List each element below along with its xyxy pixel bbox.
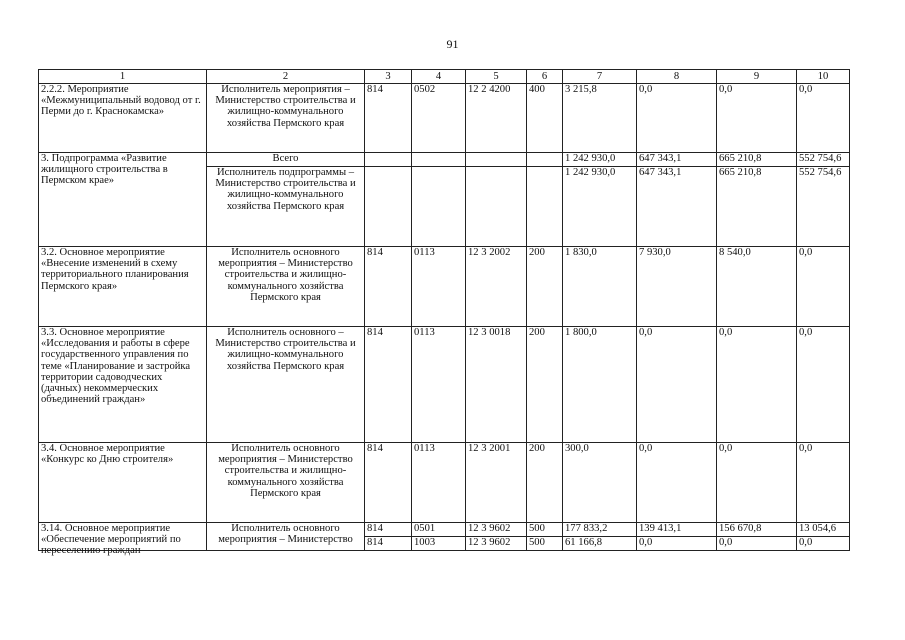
amount-cell: 8 540,0 [717, 247, 797, 327]
target-article-cell [466, 167, 527, 247]
code-cell: 814 [365, 537, 412, 551]
table-row [39, 84, 850, 153]
amount-cell: 0,0 [637, 443, 717, 523]
expense-type-cell: 500 [527, 523, 563, 537]
amount-cell: 0,0 [797, 537, 850, 551]
section-cell: 0113 [412, 443, 466, 523]
amount-cell: 552 754,6 [797, 167, 850, 247]
amount-cell: 0,0 [797, 247, 850, 327]
executor-cell: Исполнитель основного – Министерство строительства и жилищно-коммунального хозяйства Пермского края [207, 327, 365, 443]
amount-cell: 61 166,8 [563, 537, 637, 551]
amount-cell: 0,0 [637, 327, 717, 443]
expense-type-cell [527, 153, 563, 167]
code-cell: 814 [365, 523, 412, 537]
column-header: 8 [637, 70, 717, 84]
executor-text: Исполнитель основного мероприятия – Министерство [218, 523, 353, 546]
amount-cell: 177 833,2 [563, 523, 637, 537]
measure-name-cell: 2.2.2. Мероприятие «Межмуниципальный водовод от г. Перми до г. Краснокамска» [39, 84, 207, 153]
amount-cell: 665 210,8 [717, 153, 797, 167]
column-header: 1 [39, 70, 207, 84]
amount-cell: 139 413,1 [637, 523, 717, 537]
amount-cell: 1 242 930,0 [563, 153, 637, 167]
column-header: 7 [563, 70, 637, 84]
table-row [39, 247, 850, 327]
amount-cell: 0,0 [717, 84, 797, 153]
code-cell: 814 [365, 443, 412, 523]
amount-cell: 647 343,1 [637, 167, 717, 247]
column-header: 3 [365, 70, 412, 84]
amount-cell: 3 215,8 [563, 84, 637, 153]
code-cell [365, 153, 412, 167]
measure-name-cell: 3.3. Основное мероприятие «Исследования и работы в сфере государственного управления по теме «Планирование и застройка территории садоводческих (дачных) некоммерческих объединений граждан» [39, 327, 207, 443]
target-article-cell: 12 3 9602 [466, 523, 527, 537]
target-article-cell: 12 2 4200 [466, 84, 527, 153]
amount-cell: 0,0 [797, 84, 850, 153]
table-row [39, 523, 850, 537]
target-article-cell: 12 3 9602 [466, 537, 527, 551]
column-header: 10 [797, 70, 850, 84]
amount-cell: 552 754,6 [797, 153, 850, 167]
executor-cell [207, 523, 365, 551]
code-cell: 814 [365, 247, 412, 327]
code-cell [365, 167, 412, 247]
amount-cell: 300,0 [563, 443, 637, 523]
program-name-cell: 3. Подпрограмма «Развитие жилищного строительства в Пермском крае» [39, 153, 207, 247]
executor-cell: Исполнитель основного мероприятия – Министерство строительства и жилищно-коммунального хозяйства Пермского края [207, 443, 365, 523]
amount-cell: 7 930,0 [637, 247, 717, 327]
section-cell: 0113 [412, 327, 466, 443]
expense-type-cell: 400 [527, 84, 563, 153]
measure-name-cell [39, 523, 207, 557]
executor-cell: Исполнитель мероприятия – Министерство строительства и жилищно-коммунального хозяйства Пермского края [207, 84, 365, 153]
section-cell [412, 167, 466, 247]
table-row [39, 443, 850, 523]
column-header: 9 [717, 70, 797, 84]
amount-cell: 1 242 930,0 [563, 167, 637, 247]
column-header: 4 [412, 70, 466, 84]
amount-cell: 156 670,8 [717, 523, 797, 537]
code-cell: 814 [365, 84, 412, 153]
section-cell [412, 153, 466, 167]
amount-cell: 1 800,0 [563, 327, 637, 443]
column-header: 2 [207, 70, 365, 84]
amount-cell: 0,0 [717, 443, 797, 523]
amount-cell: 647 343,1 [637, 153, 717, 167]
amount-cell: 0,0 [637, 537, 717, 551]
expense-type-cell: 500 [527, 537, 563, 551]
amount-cell: 0,0 [637, 84, 717, 153]
amount-cell: 665 210,8 [717, 167, 797, 247]
measure-name-text: 3.14. Основное мероприятие «Обеспечение мероприятий по переселению граждан [41, 523, 181, 557]
expense-type-cell: 200 [527, 327, 563, 443]
expense-type-cell: 200 [527, 443, 563, 523]
page-number: 91 [446, 37, 459, 51]
section-cell: 1003 [412, 537, 466, 551]
column-header: 6 [527, 70, 563, 84]
amount-cell: 0,0 [717, 537, 797, 551]
amount-cell: 0,0 [797, 443, 850, 523]
executor-cell: Исполнитель основного мероприятия – Министерство строительства и жилищно-коммунального хозяйства Пермского края [207, 247, 365, 327]
expense-type-cell [527, 167, 563, 247]
section-cell: 0502 [412, 84, 466, 153]
table-row [39, 327, 850, 443]
table-row [39, 153, 850, 167]
header-row [39, 70, 850, 84]
expense-type-cell: 200 [527, 247, 563, 327]
section-cell: 0113 [412, 247, 466, 327]
target-article-cell [466, 153, 527, 167]
amount-cell: 1 830,0 [563, 247, 637, 327]
executor-cell: Исполнитель подпрограммы – Министерство строительства и жилищно-коммунального хозяйства Пермского края [207, 167, 365, 247]
amount-cell: 13 054,6 [797, 523, 850, 537]
code-cell: 814 [365, 327, 412, 443]
measure-name-cell: 3.4. Основное мероприятие «Конкурс ко Дню строителя» [39, 443, 207, 523]
target-article-cell: 12 3 2001 [466, 443, 527, 523]
target-article-cell: 12 3 2002 [466, 247, 527, 327]
budget-table [38, 69, 850, 557]
amount-cell: 0,0 [797, 327, 850, 443]
target-article-cell: 12 3 0018 [466, 327, 527, 443]
column-header: 5 [466, 70, 527, 84]
amount-cell: 0,0 [717, 327, 797, 443]
section-cell: 0501 [412, 523, 466, 537]
executor-cell: Всего [207, 153, 365, 167]
measure-name-cell: 3.2. Основное мероприятие «Внесение изменений в схему территориального планирования Пермского края» [39, 247, 207, 327]
